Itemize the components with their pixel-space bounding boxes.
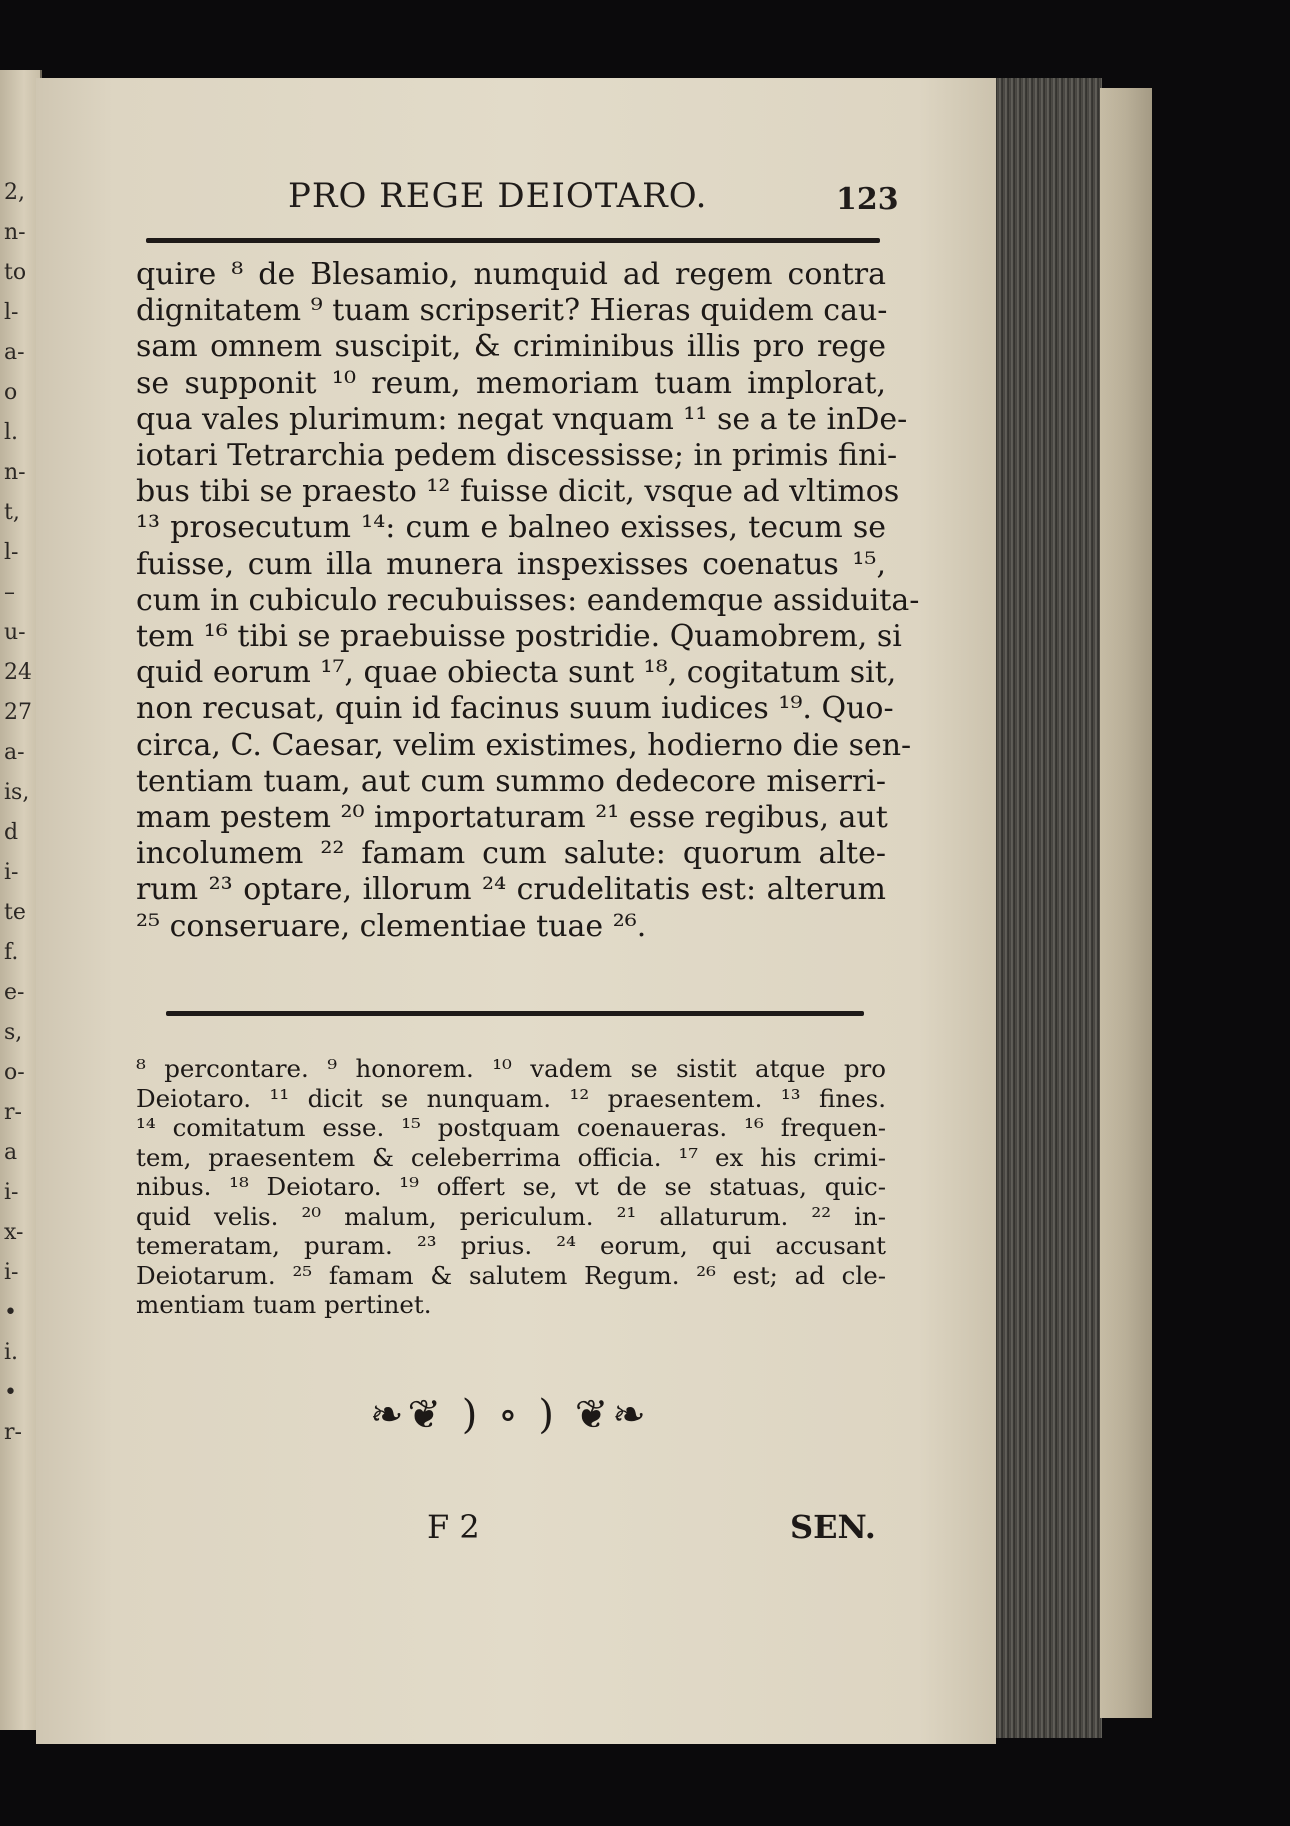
text-line: bus tibi se praesto ¹² fuisse dicit, vsque ad vltimos: [136, 474, 900, 510]
text-line: mam pestem ²⁰ importaturam ²¹ esse regibus, aut: [136, 800, 888, 836]
text-line: sam omnem suscipit, & criminibus illis pro rege: [136, 329, 886, 365]
left-page-fragment: a: [4, 1140, 18, 1165]
text-line: incolumem ²² famam cum salute: quorum alte-: [136, 836, 886, 872]
footnotes: [136, 1054, 886, 1320]
left-page-fragment: a-: [4, 740, 25, 765]
left-page-fragment: o: [4, 380, 18, 405]
footnote-line: tem, praesentem & celeberrima officia. ¹⁷ ex his crimi-: [136, 1142, 886, 1172]
header-rule: [146, 238, 880, 243]
left-page-fragment: •: [4, 1300, 17, 1325]
left-page-fragment: s,: [4, 1020, 23, 1045]
signature-mark: F 2: [427, 1508, 480, 1546]
text-line: tentiam tuam, aut cum summo dedecore miserri-: [136, 763, 886, 799]
footnote-line: Deiotaro. ¹¹ dicit se nunquam. ¹² praesentem. ¹³ fines.: [136, 1083, 886, 1113]
left-page-fragment: i-: [4, 1180, 19, 1205]
left-page-fragment: l-: [4, 300, 19, 325]
catchword: SEN.: [790, 1508, 876, 1546]
left-page-fragment: 27: [4, 700, 32, 725]
left-page-fragment: d: [4, 820, 19, 845]
main-text: [136, 257, 920, 945]
left-page-fragment: l.: [4, 420, 19, 445]
footnote-line: ¹⁴ comitatum esse. ¹⁵ postquam coenaueras. ¹⁶ frequen-: [136, 1113, 886, 1142]
left-page-fragment: o-: [4, 1060, 25, 1085]
page-number: 123: [836, 182, 899, 217]
left-page-fragment: u-: [4, 620, 26, 645]
text-line: cum in cubiculo recubuisses: eandemque assiduita-: [136, 582, 920, 618]
left-page-fragment: is,: [4, 780, 30, 805]
notes-rule: [166, 1011, 864, 1016]
left-page-fragment: e-: [4, 980, 25, 1005]
text-line: se supponit ¹⁰ reum, memoriam tuam implorat,: [136, 365, 886, 401]
text-line: qua vales plurimum: negat vnquam ¹¹ se a te inDe-: [136, 401, 908, 437]
left-page-fragment: n-: [4, 220, 26, 245]
footnote-line: nibus. ¹⁸ Deiotaro. ¹⁹ offert se, vt de se statuas, quic-: [136, 1172, 886, 1201]
footnote-line: ⁸ percontare. ⁹ honorem. ¹⁰ vadem se sistit atque pro: [136, 1054, 886, 1083]
left-page-fragment: to: [4, 260, 27, 285]
left-page-fragment: r-: [4, 1100, 22, 1125]
footnote-line: mentiam tuam pertinet.: [136, 1290, 432, 1319]
text-line: rum ²³ optare, illorum ²⁴ crudelitatis est: alterum: [136, 872, 886, 908]
left-page-fragment: te: [4, 900, 26, 925]
book-cover-edge: [1100, 88, 1152, 1718]
text-line: ¹³ prosecutum ¹⁴: cum e balneo exisses, tecum se: [136, 510, 886, 546]
text-line: non recusat, quin id facinus suum iudices ¹⁹. Quo-: [136, 691, 894, 727]
left-page-fragment: r-: [4, 1420, 22, 1445]
left-page-fragment: f.: [4, 940, 19, 965]
left-page-fragment: 2,: [4, 180, 25, 205]
left-page-fragment: a-: [4, 340, 25, 365]
footnote-line: temeratam, puram. ²³ prius. ²⁴ eorum, qui accusant: [136, 1231, 886, 1260]
text-line: quire ⁸ de Blesamio, numquid ad regem contra: [136, 257, 886, 292]
left-page-fragment: n-: [4, 460, 26, 485]
text-line: ²⁵ conseruare, clementiae tuae ²⁶.: [136, 908, 647, 944]
left-page-fragment: •: [4, 1380, 17, 1405]
left-page-fragment: x-: [4, 1220, 24, 1245]
left-page-fragment: –: [4, 580, 15, 605]
text-line: fuisse, cum illa munera inspexisses coenatus ¹⁵,: [136, 546, 886, 582]
text-line: quid eorum ¹⁷, quae obiecta sunt ¹⁸, cogitatum sit,: [136, 655, 897, 691]
footnote-line: Deiotarum. ²⁵ famam & salutem Regum. ²⁶ est; ad cle-: [136, 1260, 886, 1290]
left-page-fragment: i.: [4, 1340, 19, 1365]
left-page-fragment: 24: [4, 660, 32, 685]
left-page-fragment: i-: [4, 860, 19, 885]
page-fore-edge: [992, 78, 1102, 1738]
left-page-fragment: l-: [4, 540, 19, 565]
left-page-fragment: t,: [4, 500, 20, 525]
footnote-line: quid velis. ²⁰ malum, periculum. ²¹ allaturum. ²² in-: [136, 1201, 886, 1231]
text-line: circa, C. Caesar, velim existimes, hodierno die sen-: [136, 727, 912, 763]
running-title: PRO REGE DEIOTARO.: [288, 176, 708, 216]
left-page-fragment: i-: [4, 1260, 19, 1285]
text-line: dignitatem ⁹ tuam scripserit? Hieras quidem cau-: [136, 293, 888, 329]
printers-ornament: ❧❦ ) ∘ ) ❦❧: [370, 1392, 650, 1438]
text-line: tem ¹⁶ tibi se praebuisse postridie. Quamobrem, si: [136, 619, 902, 655]
text-line: iotari Tetrarchia pedem discessisse; in primis fini-: [136, 438, 898, 474]
